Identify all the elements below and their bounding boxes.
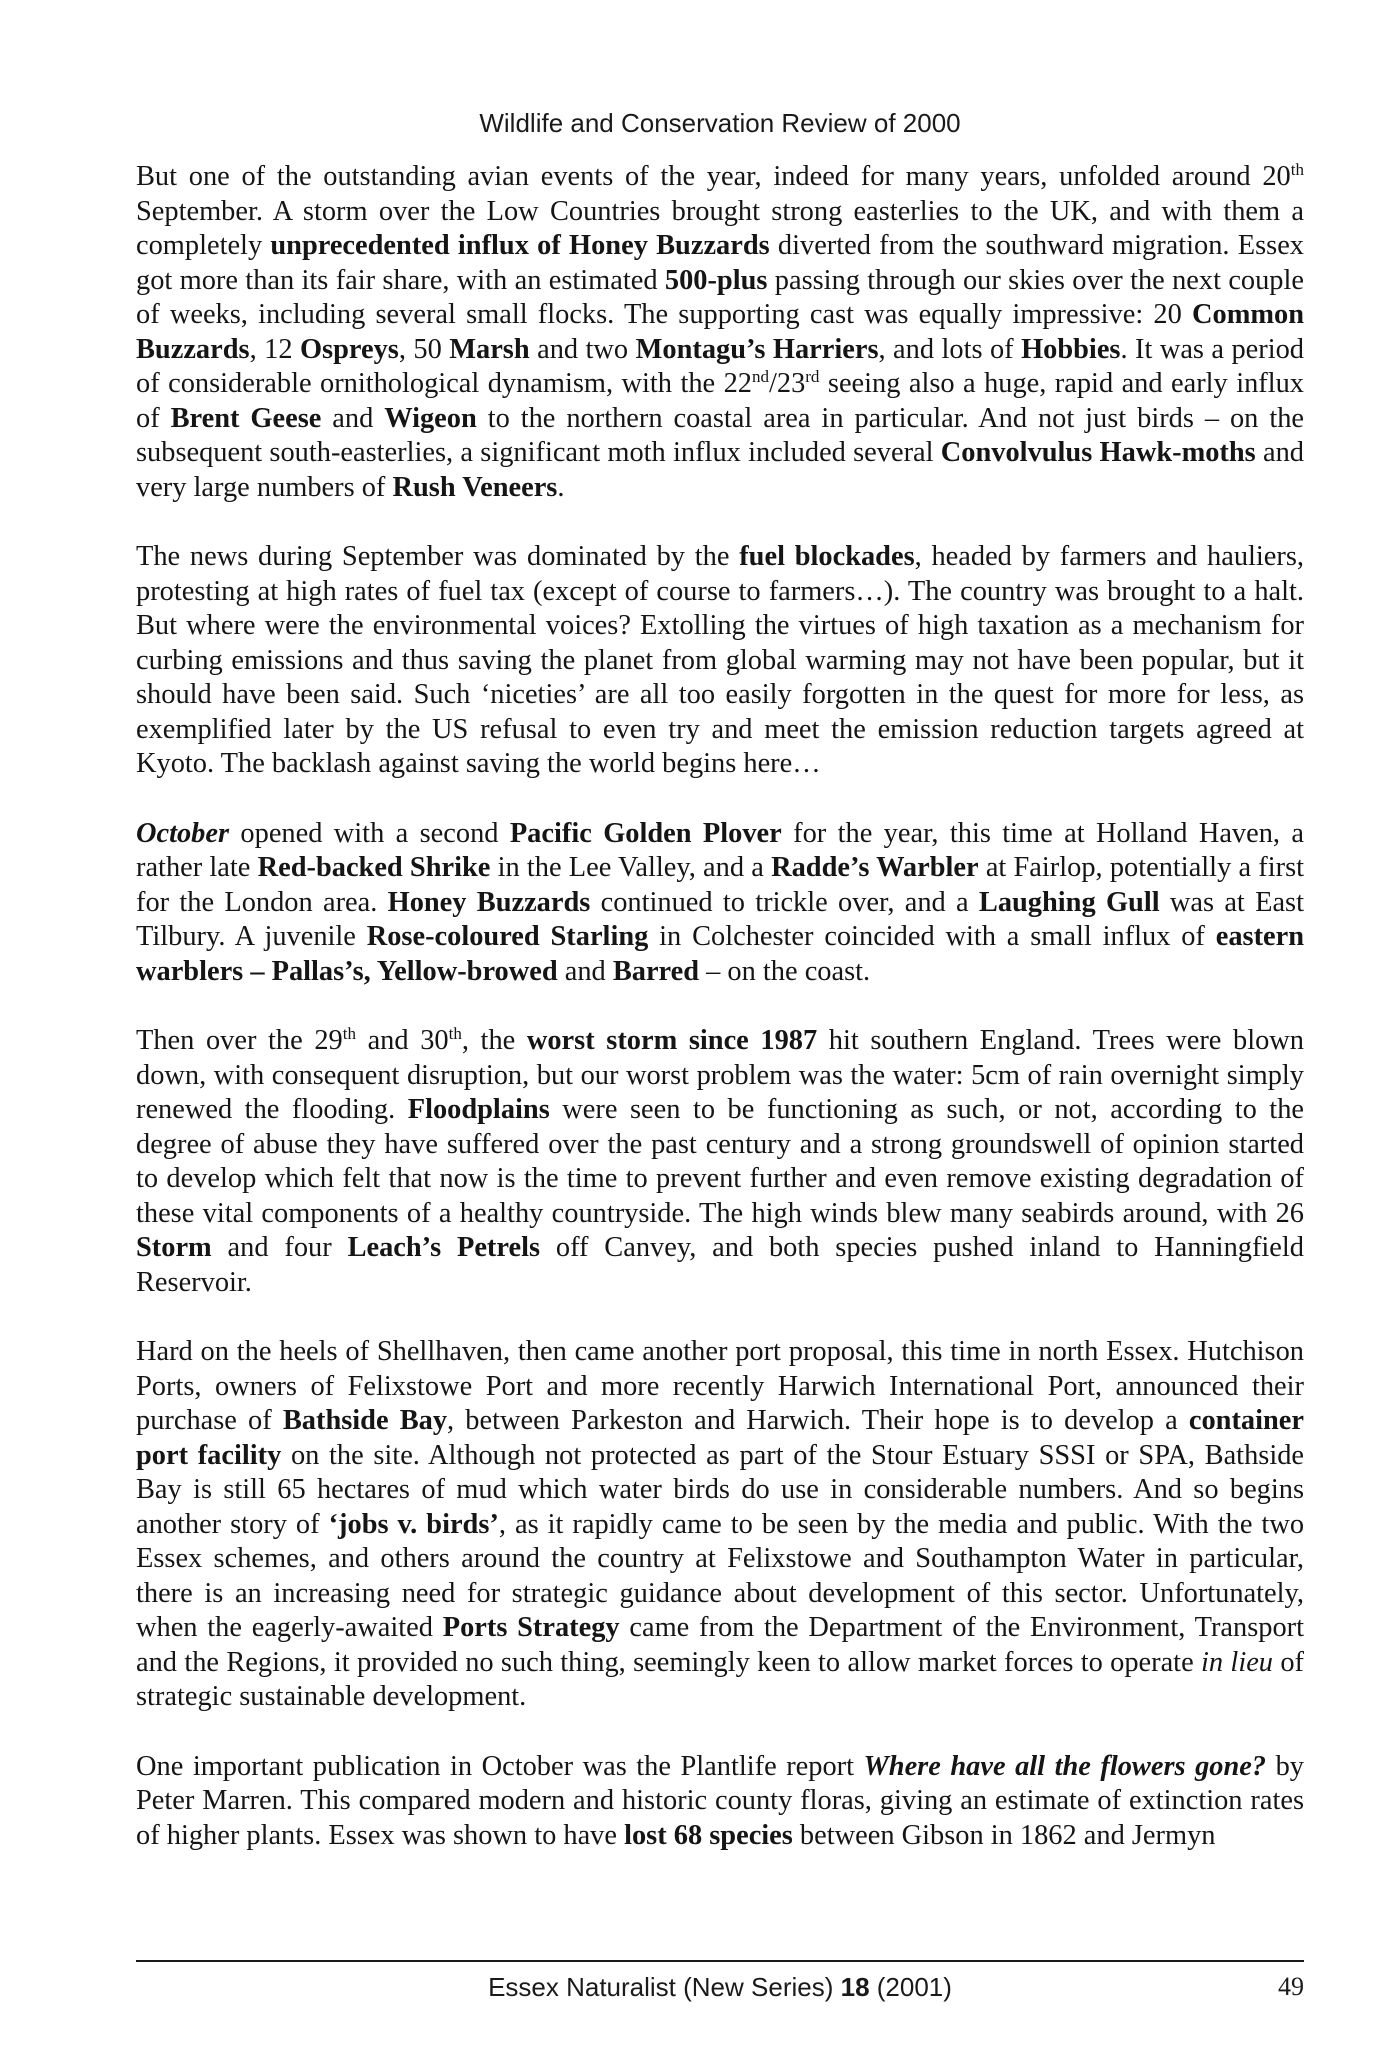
text-segment: Storm — [136, 1232, 212, 1263]
text-segment: Ospreys — [299, 333, 399, 365]
text-segment: for the year, this time at Holland Haven, a rather late — [136, 817, 1304, 883]
text-segment: . — [557, 471, 565, 503]
text-segment: – on the coast. — [699, 955, 871, 987]
footer-journal — [136, 1972, 1304, 2003]
text-segment: on the site. Although not protected as part of the Stour Estuary SSSI or SPA, Bathside Bay is still 65 hectares of mud which water birds do use in considerable numbers. And so begins another story of — [136, 1439, 1305, 1540]
text-segment: th — [448, 1023, 462, 1043]
journal-name: Essex Naturalist (New Series) — [488, 1972, 841, 2002]
text-segment: Rose-coloured Starling — [366, 921, 649, 952]
text-segment: 500-plus — [664, 264, 768, 296]
text-segment: were seen to be functioning as such, or not, according to the degree of abuse they have suffered over the past century and a strong groundswell of opinion started to develop which felt that now is the time to prevent further and even remove existing degradation of these vital components of a healthy countryside. The high winds blew many seabirds around, with 26 — [136, 1094, 1304, 1229]
paragraph-plantlife-report — [136, 1750, 1304, 1854]
text-segment: nd — [751, 366, 769, 386]
text-segment: September. A storm over the Low Countries brought strong easterlies to the UK, and with them a completely — [136, 195, 1304, 261]
text-segment: and very large numbers of — [136, 437, 1304, 503]
journal-volume: 18 — [840, 1972, 870, 2002]
text-segment: of strategic sustainable development. — [136, 1646, 1304, 1712]
text-segment: and four — [211, 1232, 348, 1263]
text-segment: Honey Buzzards — [387, 886, 591, 918]
text-segment: Laughing Gull — [978, 886, 1160, 918]
text-segment: passing through our skies over the next couple of weeks, including several small flocks. The supporting cast was equally impressive: 20 — [136, 264, 1304, 330]
text-segment: in lieu — [1201, 1646, 1274, 1678]
paragraph-storm — [136, 1024, 1304, 1300]
text-segment: Radde’s Warbler — [771, 852, 979, 883]
text-segment: Common Buzzards — [136, 299, 1304, 365]
text-segment: Wigeon — [384, 402, 477, 434]
text-segment: was at East Tilbury. A juvenile — [136, 886, 1304, 952]
text-segment: in the Lee Valley, and a — [490, 852, 772, 883]
text-segment: fuel blockades — [739, 541, 915, 572]
text-segment: Pacific Golden Plover — [509, 817, 782, 849]
text-segment: One important publication in October was the Plantlife report — [136, 1750, 864, 1782]
text-segment: diverted from the southward migration. Essex got more than its fair share, with an estimated — [136, 230, 1304, 296]
text-segment: Montagu’s Harriers — [635, 333, 879, 365]
text-segment: Leach’s Petrels — [347, 1232, 541, 1263]
text-segment: October — [136, 817, 230, 849]
text-segment: eastern warblers – Pallas’s, Yellow-browed — [136, 921, 1305, 987]
page-number: 49 — [1278, 1972, 1304, 2001]
text-segment: But one of the outstanding avian events of the year, indeed for many years, unfolded around 20 — [136, 161, 1291, 192]
text-segment: , between Parkeston and Harwich. Their hope is to develop a — [447, 1405, 1189, 1436]
text-segment: , as it rapidly came to be seen by the media and public. With the two Essex schemes, and others around the country at Felixstowe and Southampton Water in particular, there is an increasing need for strategic guidance about development of this sector. Unfortunately, when the eagerly-awaited — [136, 1508, 1305, 1643]
text-segment: Barred — [612, 955, 700, 987]
text-segment: Then over the 29 — [136, 1025, 343, 1056]
text-segment: Hobbies — [1021, 333, 1121, 365]
text-segment: container port facility — [136, 1405, 1304, 1471]
text-segment: ‘jobs v. birds’ — [328, 1508, 499, 1540]
text-segment: came from the Department of the Environment, Transport and the Regions, it provided no such thing, seemingly keen to allow market forces to operate — [136, 1612, 1304, 1678]
text-segment: at Fairlop, potentially a first for the London area. — [136, 852, 1305, 918]
text-segment: th — [342, 1023, 356, 1043]
text-segment: lost 68 species — [624, 1819, 793, 1851]
text-segment: , 12 — [249, 333, 300, 365]
text-segment: Rush Veneers — [392, 471, 558, 503]
text-segment: worst storm since 1987 — [526, 1025, 818, 1056]
text-segment: /23 — [768, 368, 806, 399]
text-segment: Brent Geese — [170, 402, 322, 434]
text-segment: between Gibson in 1862 and Jermyn — [792, 1819, 1216, 1851]
text-segment: Bathside Bay — [282, 1405, 448, 1436]
text-segment: rd — [805, 366, 820, 386]
text-segment: Hard on the heels of Shellhaven, then came another port proposal, this time in north Essex. Hutchison Ports, owners of Felixstowe Port and more recently Harwich International Port, announced their purchase of — [136, 1336, 1304, 1436]
text-segment: Floodplains — [407, 1094, 550, 1125]
text-segment: , 50 — [398, 333, 450, 365]
text-segment: , the — [461, 1025, 527, 1056]
text-segment: . It was a period of considerable ornithological dynamism, with the 22 — [136, 333, 1304, 399]
text-segment: th — [1290, 159, 1304, 179]
text-segment: seeing also a huge, rapid and early influx of — [136, 368, 1305, 434]
text-segment: Convolvulus Hawk-moths — [940, 437, 1256, 468]
text-segment: and — [321, 402, 385, 434]
text-segment: by Peter Marren. This compared modern and historic county floras, giving an estimate of extinction rates of higher plants. Essex was shown to have — [136, 1750, 1304, 1851]
text-segment: , headed by farmers and hauliers, protesting at high rates of fuel tax (except of course to farmers…). The country was brought to a halt. But where were the environmental voices? Extolling the virtues of high taxation as a mechanism for curbing emissions and thus saving the planet from global warming may not have been popular, but it should have been said. Such ‘niceties’ are all too easily forgotten in the quest for more for less, as exemplified later by the US refusal to even try and meet the emission reduction targets agreed at Kyoto. The backlash against saving the world begins here… — [136, 541, 1304, 779]
paragraph-bathside-bay — [136, 1335, 1304, 1715]
body-text — [136, 160, 1304, 1853]
text-segment: continued to trickle over, and a — [590, 886, 979, 918]
text-segment: hit southern England. Trees were blown down, with consequent disruption, but our worst problem was the water: 5cm of rain overnight simply renewed the flooding. — [136, 1025, 1304, 1125]
text-segment: opened with a second — [229, 817, 510, 849]
text-segment: Where have all the flowers gone? — [863, 1750, 1267, 1782]
journal-year: (2001) — [869, 1972, 952, 2002]
text-segment: unprecedented influx of Honey Buzzards — [270, 230, 770, 261]
text-segment: Ports Strategy — [442, 1612, 620, 1643]
paragraph-october-birds — [136, 817, 1304, 990]
text-segment: and — [557, 955, 613, 987]
text-segment: and 30 — [355, 1025, 449, 1056]
text-segment: and two — [529, 333, 636, 365]
paragraph-fuel-september-influx — [136, 160, 1304, 505]
text-segment: Marsh — [449, 333, 530, 365]
text-segment: in Colchester coincided with a small influx of — [648, 921, 1216, 952]
text-segment: Red-backed Shrike — [257, 852, 491, 883]
text-segment: The news during September was dominated by the — [136, 541, 740, 572]
text-segment: , and lots of — [878, 333, 1022, 365]
running-head: Wildlife and Conservation Review of 2000 — [479, 108, 961, 138]
text-segment: to the northern coastal area in particular. And not just birds – on the subsequent south-easterlies, a significant moth influx included several — [136, 402, 1305, 468]
text-segment: off Canvey, and both species pushed inland to Hanningfield Reservoir. — [136, 1232, 1304, 1298]
footer-rule — [136, 1960, 1304, 1962]
paragraph-fuel-blockades — [136, 540, 1304, 782]
